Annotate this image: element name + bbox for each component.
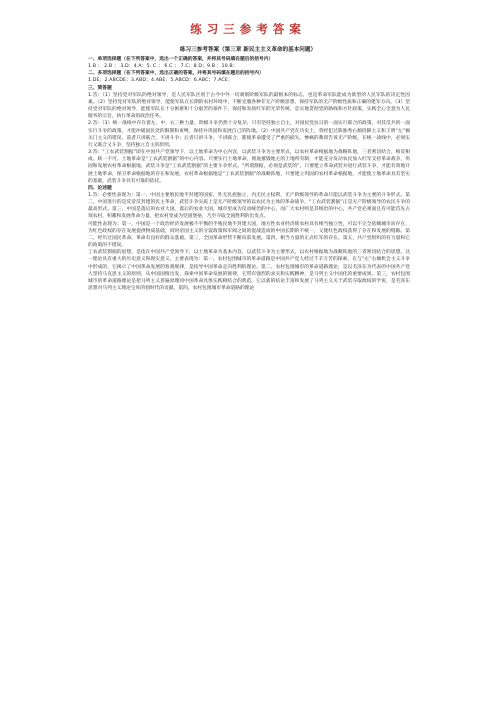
essay-answer-significance: 工农武装割据的思想，是指在中国共产党领导下，以土地革命为基本内容，以武装斗争为主要形式，以农村根据地为战略阵地的三者密切结合的思想。这一理论具有重大的历史意义和现实意义，主要表现为：第一，农村包围城市的革命道路是中国共产党人经过千辛万苦的探索，在与“左”右倾机会主义斗争中形成的，它揭示了中国革命发展的客观规律，是指导中国革命走向胜利的理论。第二，农村包围城市的革命道路理论，是以毛泽东为代表的中国共产党人坚持马克思主义的原则，从中国国情出发，探索中国革命发展的规律，它带有强烈的求实和实践精神，是马列主义中国化的重要成果。第三，农村包围城市的革命道路理论是把马列主义普遍原理同中国革命具体实践相结合的典范。它以新的结论丰富和发展了马列主义关于武装夺取政权的学说，是毛泽东思想对马列主义理论宝库的划时代的贡献。第四，农村包围城市革命道路的理论 <box>88 250 410 291</box>
section-heading-multiple-choice: 二、多项选择题（在下列答案中，选出正确的答案，并将其号码填在题后的括号内） <box>88 71 264 77</box>
single-choice-answers: 1.B ； 2.B ； 3.D；4.A；5. C ； 6.C ； 7.C；8.D；9.B ；10.B； <box>88 64 238 70</box>
essay-answer-necessity: 1.答：必要性表现为：第一，中国主要殖民地半封建的国家，外无民族独立，内无民主权利，无产阶级领导的革命只能以武装斗争为主要的斗争形式。第二，中国进行的是反帝反封建的民主革命，武装斗争实质上是无产阶级领导的以农民为主体的革命战争，“工农武装割据”正是无产阶级领导的农民斗争的最高形式。第三，中国是落后的农业大国，落后的农业大国，城市里成为反动统治的中心，而广大农村则是其统治的中心，共产党必须面且有可能首先占领农村，积蓄和发展革命力量，把农村变成为坚固堡垒，乃至夺取全国胜利的出发点。 <box>88 192 410 220</box>
section-heading-essay: 四、论述题 <box>88 185 112 191</box>
short-answer-2: 2.答：（1）统一战线中存在着左、中、右三种力量，阶级斗争仍然十分复杂，只有坚持独立自主，对国民党抗日的一面实行联合的政策，对其反共的一面实行斗争的政策，才能冲破国民党的限制和束缚，保持并巩固和发展自己的阵地。（2）中国共产党在历史上，曾经犯过陈独秀右倾投降主义和王明“左”倾关门主义的错误，前者只讲联合，不讲斗争；后者只讲斗争，不讲联合，都使革命遭受了严重的损失。惨痛的教训告诉无产阶级，在统一战线中，必须实行又联合又斗争，坚持独立自主的原则。 <box>88 121 410 148</box>
multiple-choice-answers: 1.DE；2.ABCDE；3.ABD；4.ABE；5.ABCD；6.ABC；7.ACE； <box>88 78 233 84</box>
essay-answer-possibility: 可能性表现为：第一，中国是一个政治经济发展极不平衡的半殖民地半封建大国，地方性农业经济使农村具有相当独立性，可以不完全依赖城市而存在，为红色政权的存在发展提供物质基础，同时帝国主义的分裂政策和军阀之间的混战造成的中国长期的不统一，又使红色政权获得了存在和发展的缝隙。第二，经历过国民革命，革命有良好的群众基础。第三，全国革命形势不断向前发展。第四，相当力量的正式红军的存在。第五，共产党组织的有力量和它的政策的不错误。 <box>88 221 410 249</box>
short-answer-3: 3.答：“工农武装割据”即在中国共产党领导下，以土地革命为中心内容，以武装斗争为主要形式，以农村革命根据地为战略阵地，三者密切结合，相反相成。缺一不可。土地革命是“工农武装割据”的中心内容。只要实行土地革命，彻底摧毁地主的土地所有制，才能充分发动农民加入红军支持革命战争，巩固和发展农村革命根据地。武装斗争是“工农武装割据”的主要斗争形式。“所谓割据，必须是武装的”。只要建立革命武装并进行武装斗争，才能有效地开展土地革命，保卫革命根据地的存在和发展。农村革命根据地是“工农武装割据”的战略阵地，只要建立巩固的农村革命根据地，才能使土地革命具有坚实的基础，武装斗争具有可靠的依托。 <box>88 150 410 184</box>
section-heading-single-choice: 一、单项选择题（在下列答案中，选出一个正确的答案，并将其号码填在题后的括号内） <box>88 57 274 62</box>
answer-content <box>88 56 410 292</box>
section-heading-short-answer: 三、简答题 <box>88 85 112 91</box>
document-subtitle: 练习三参考答案（第三章 新民主主义革命的基本问题） <box>179 47 317 53</box>
short-answer-1: 1.答：（1）坚持党对军队的绝对领导，是人民军队区别于古今中外一切剥削阶级军队的最根本的标志，也是革命军队能成为新型的人民军队的决定性因素。（2）坚持党对军队的绝对领导，能使军队在长期的农村环境中，不断克服各种非无产阶级思想，保持军队的无产阶级性质和正确的建军方向。（3）坚持党对军队的绝对领导，能使军队在十分困难和十分艰苦的条件下，保持和发扬红军的光荣传统，忠实地贯彻党的路线和方针政策，实践全心全意为人民服务的宗旨，执行革命的政治任务。 <box>88 92 410 120</box>
page-title: 练习三参考答案 <box>190 22 306 36</box>
